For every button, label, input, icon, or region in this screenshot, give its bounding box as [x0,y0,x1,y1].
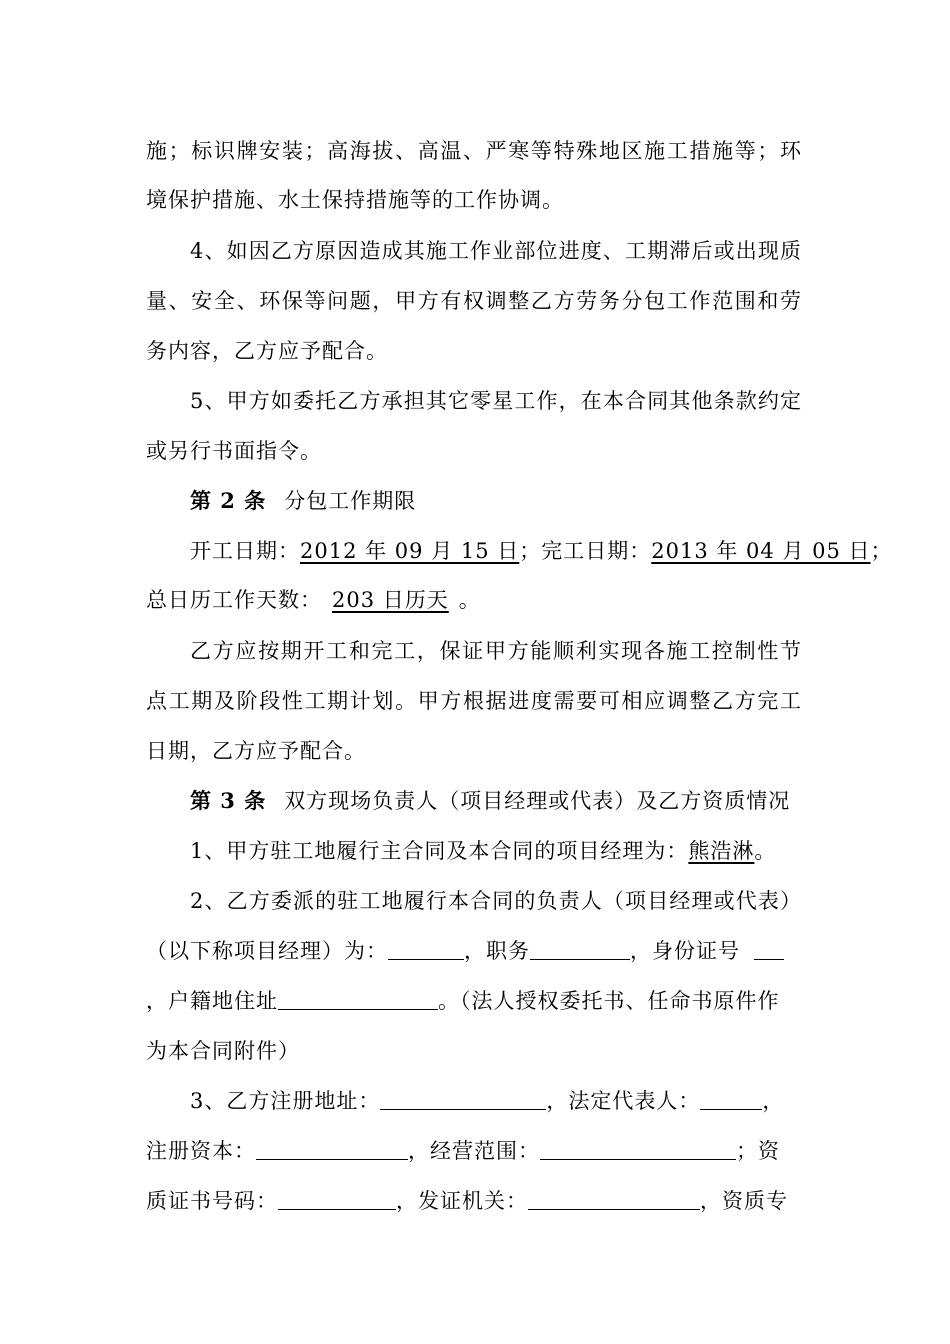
work-dates-line [190,536,893,566]
paragraph-line: 量、安全、环保等问题，甲方有权调整乙方劳务分包工作范围和劳 [146,289,802,313]
id-number-blank[interactable] [754,937,784,960]
section-number: 第 2 条 [190,488,267,513]
total-days-line [146,585,481,615]
label: ，职务 [464,939,530,963]
total-days-label: 总日历工作天数： [146,588,322,612]
label: 注册资本： [146,1139,256,1163]
start-date: 2012 年 09 月 15 日 [300,539,520,563]
label: ，发证机关： [396,1189,528,1213]
section-3-heading [190,786,790,816]
label: ，经营范围： [408,1139,540,1163]
project-manager-line [190,836,776,866]
residence-address-blank[interactable] [278,987,438,1010]
section-2-heading [190,486,416,516]
manager-name-blank[interactable] [388,937,464,960]
label: ，户籍地住址 [146,989,278,1013]
punctuation: 。 [754,839,777,863]
registered-capital-blank[interactable] [256,1137,408,1160]
total-days-value: 203 日历天 [332,588,449,612]
end-date: 2013 年 04 月 05 日 [651,539,871,563]
registration-line [190,1086,784,1116]
legal-rep-blank[interactable] [700,1087,762,1110]
label: ，身份证号 [630,939,740,963]
capital-line [146,1136,780,1166]
punctuation: ； [870,539,893,563]
paragraph-line: 施；标识牌安装；高海拔、高温、严寒等特殊地区施工措施等；环 [146,139,802,163]
label: （以下称项目经理）为： [146,939,388,963]
paragraph-line: 务内容，乙方应予配合。 [146,339,388,363]
label: 3、乙方注册地址： [190,1089,381,1113]
pm-label: 1、甲方驻工地履行主合同及本合同的项目经理为： [190,839,689,863]
paragraph-line: 2、乙方委派的驻工地履行本合同的负责人（项目经理或代表） [190,889,802,913]
paragraph-line: 乙方应按期开工和完工，保证甲方能顺利实现各施工控制性节 [190,639,802,663]
paragraph-line: 日期，乙方应予配合。 [146,739,366,763]
section-title: 双方现场负责人（项目经理或代表）及乙方资质情况 [284,789,791,813]
label: 质证书号码： [146,1189,278,1213]
paragraph-line: 或另行书面指令。 [146,439,322,463]
contractor-manager-line [146,936,784,966]
paragraph-line: 境保护措施、水土保持措施等的工作协调。 [146,188,564,212]
punctuation: ， [762,1089,785,1113]
registered-address-blank[interactable] [380,1087,546,1110]
end-date-label: ；完工日期： [519,539,652,563]
issuing-authority-blank[interactable] [528,1187,700,1210]
position-blank[interactable] [530,937,630,960]
start-date-label: 开工日期： [190,539,300,563]
paragraph-line: 5、甲方如委托乙方承担其它零星工作，在本合同其他条款约定 [190,389,802,413]
label: ；资 [736,1139,780,1163]
section-title: 分包工作期限 [284,489,417,513]
paragraph-line: 为本合同附件） [146,1039,300,1063]
certificate-number-blank[interactable] [278,1187,396,1210]
label: 。（法人授权委托书、任命书原件作 [438,989,780,1013]
label: ，法定代表人： [546,1089,701,1113]
section-number: 第 3 条 [190,788,267,813]
certificate-line [146,1186,788,1216]
paragraph-line: 4、如因乙方原因造成其施工作业部位进度、工期滞后或出现质 [190,239,802,263]
address-line [146,986,780,1016]
punctuation: 。 [458,588,481,612]
pm-name: 熊浩淋 [688,839,755,863]
paragraph-line: 点工期及阶段性工期计划。甲方根据进度需要可相应调整乙方完工 [146,689,802,713]
business-scope-blank[interactable] [540,1137,736,1160]
label: ，资质专 [700,1189,788,1213]
